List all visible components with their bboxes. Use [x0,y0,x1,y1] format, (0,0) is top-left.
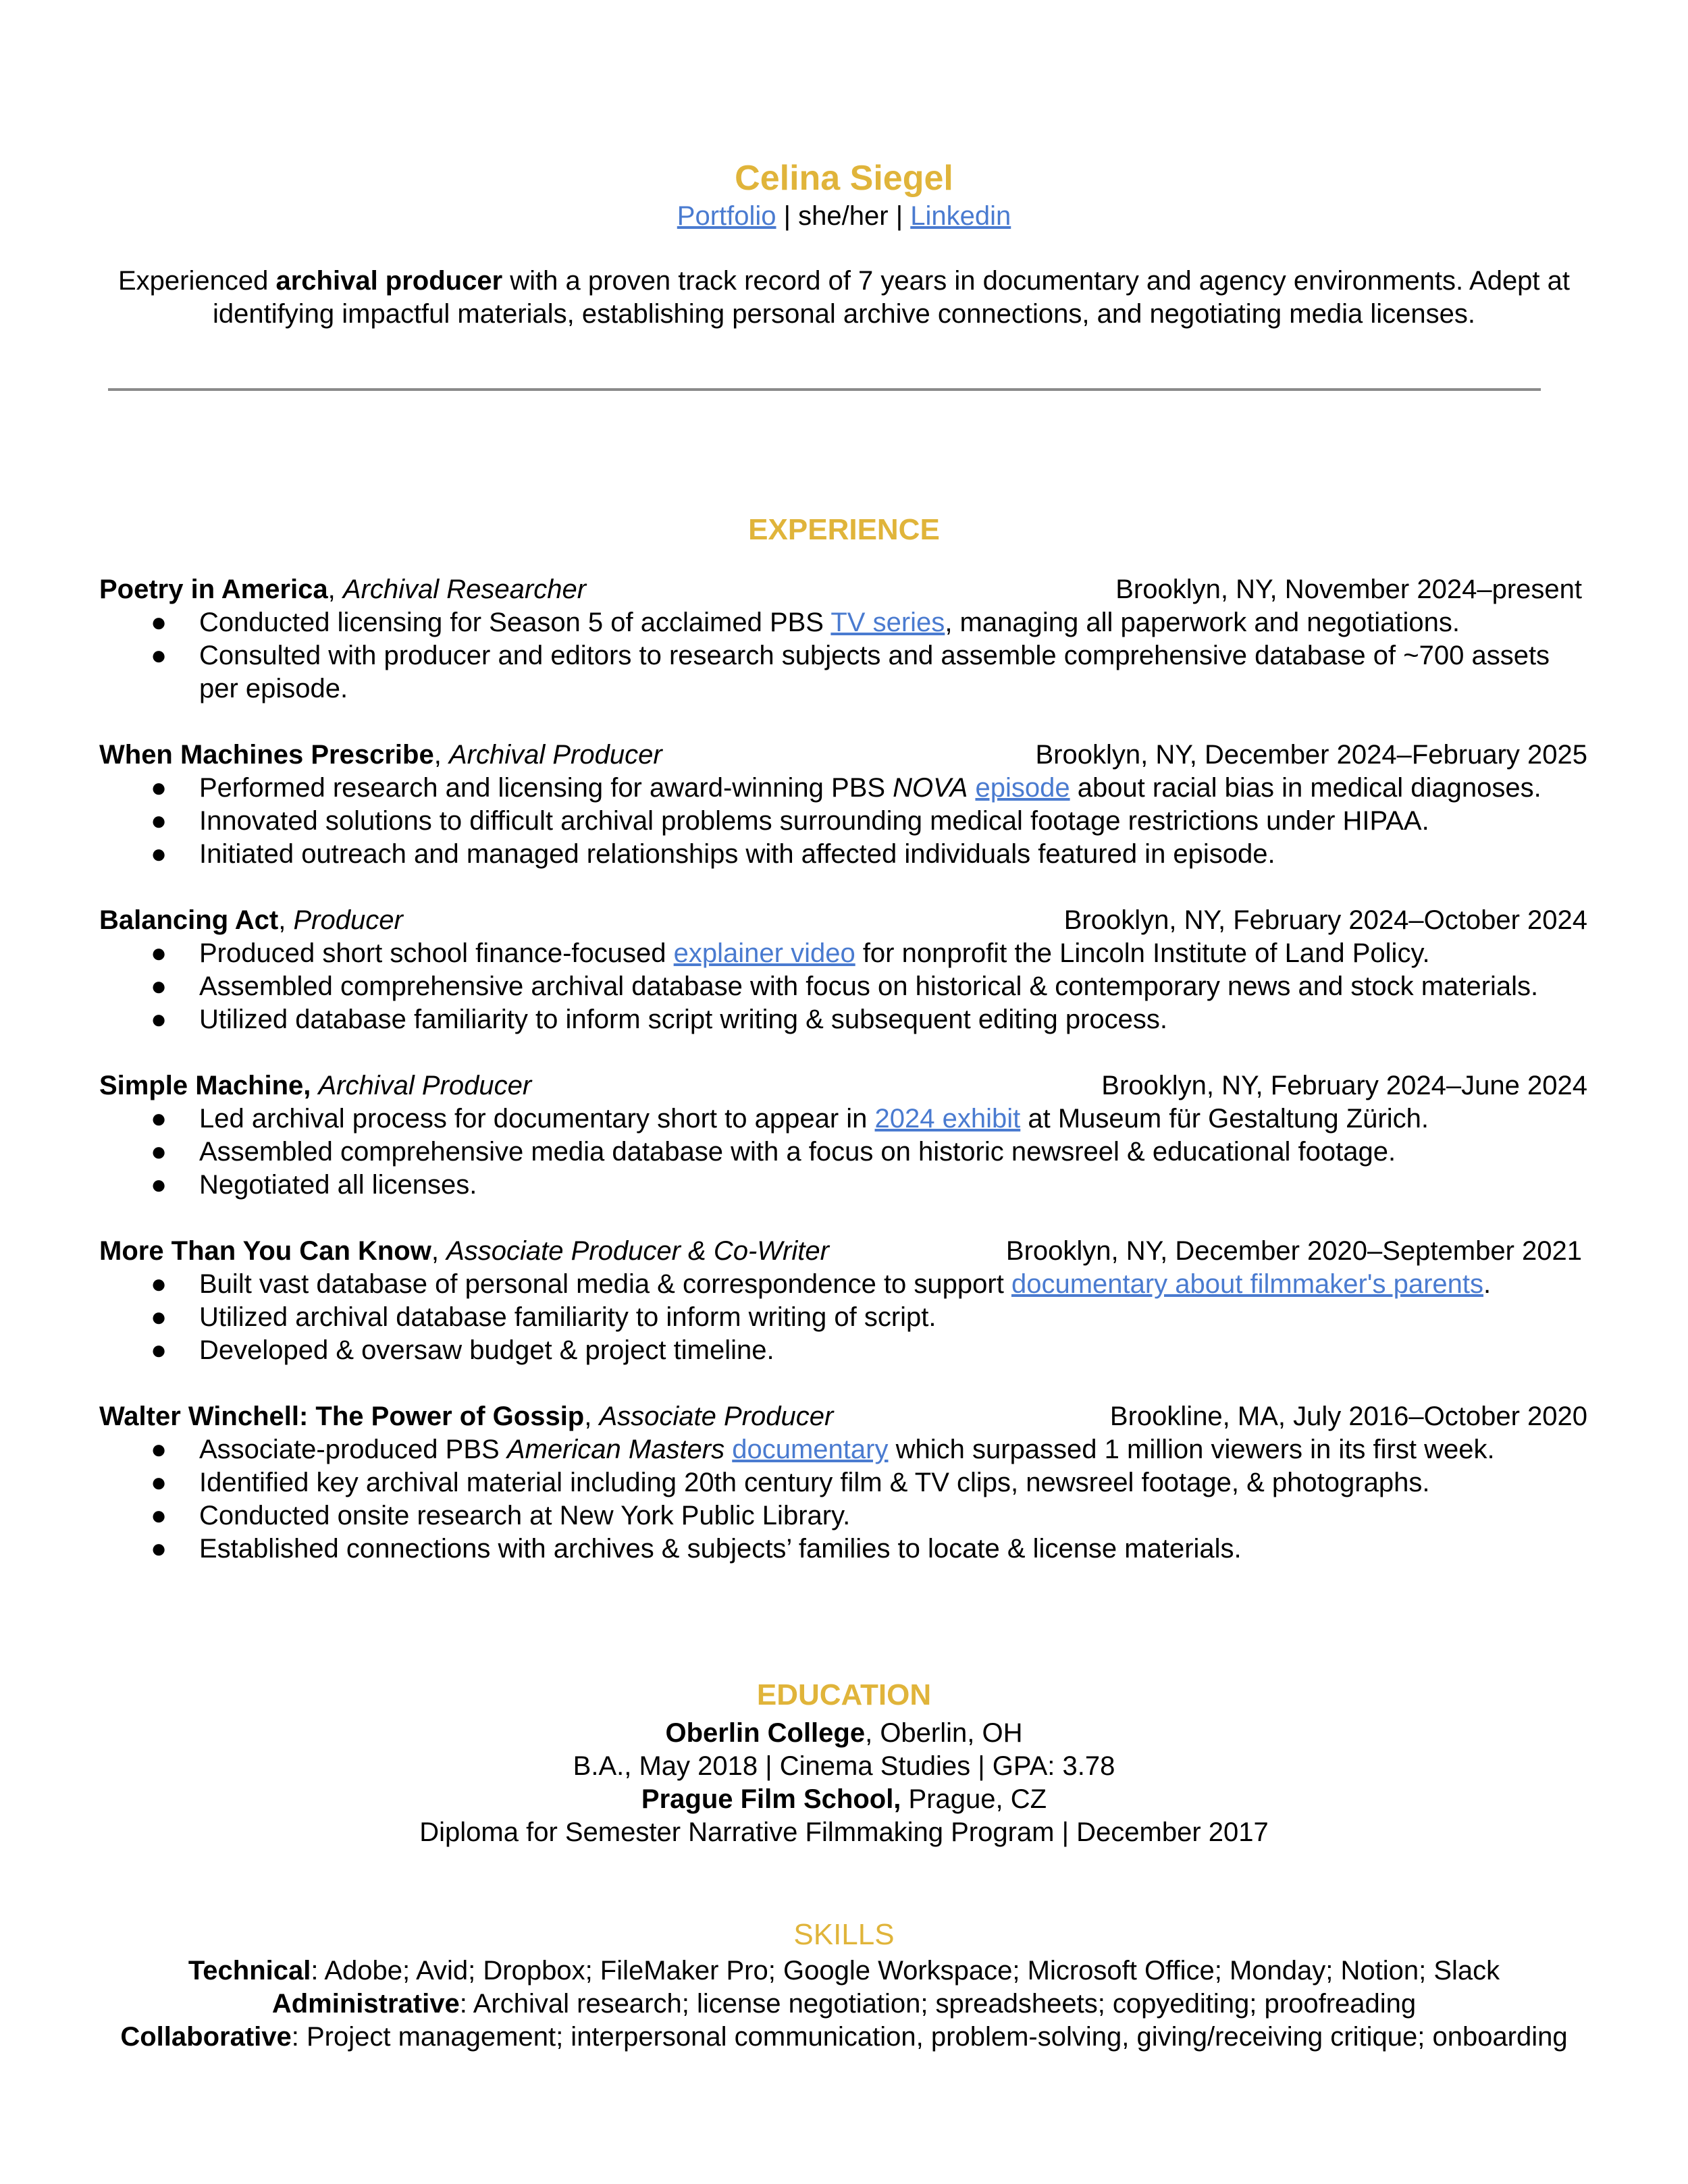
bullet-link[interactable]: documentary about filmmaker's parents [1011,1269,1484,1299]
education-block [0,1717,1688,1849]
job-bullet: ● Conducted licensing for Season 5 of acclaimed PBS TV series, managing all paperwork and negotiations. [99,606,1591,639]
bullet-icon: ● [151,1137,167,1167]
job-bullets [99,1433,1591,1566]
bullet-icon: ● [151,839,167,869]
job-separator: , [431,1236,447,1266]
job-bullet: ● Built vast database of personal media & correspondence to support documentary about filmmaker's parents. [99,1268,1591,1301]
job-role: Archival Researcher [342,575,587,604]
job-location-dates: Brookline, MA, July 2016–October 2020 [1109,1402,1587,1431]
job-organization: When Machines Prescribe [99,740,434,770]
summary: Experienced archival producer with a proven track record of 7 years in documentary and agency environments. Adept at identifying impactful materials, establishing personal archive connections, and negotiating media licenses. [117,266,1571,329]
job-entry [99,739,1591,871]
job-bullet: ● Conducted onsite research at New York Public Library. [99,1499,1591,1533]
job-bullet: ● Identified key archival material including 20th century film & TV clips, newsreel footage, & photographs. [99,1466,1591,1499]
job-separator: , [278,905,294,935]
separator: | [783,201,791,231]
job-organization: Balancing Act [99,905,279,935]
bullet-icon: ● [151,1104,167,1134]
job-header [99,1069,1591,1102]
job-bullet: ● Produced short school finance-focused explainer video for nonprofit the Lincoln Institute of Land Policy. [99,937,1591,970]
bullet-icon: ● [151,641,167,670]
job-role: Archival Producer [448,740,662,770]
job-header [99,573,1591,606]
bullet-icon: ● [151,1170,167,1200]
job-bullets [99,937,1591,1036]
job-bullets [99,1102,1591,1202]
skills-block [0,1954,1688,2054]
job-bullet: ● Assembled comprehensive archival database with focus on historical & contemporary news and stock materials. [99,970,1591,1003]
program-title: NOVA [893,773,968,803]
job-header [99,1400,1591,1433]
job-organization: Simple Machine, [99,1071,311,1100]
school-prague-detail: Diploma for Semester Narrative Filmmaking Program | December 2017 [419,1817,1269,1847]
pronouns: she/her [798,201,889,231]
job-bullets [99,1268,1591,1367]
linkedin-link[interactable]: Linkedin [910,201,1011,231]
job-organization: Walter Winchell: The Power of Gossip [99,1402,585,1431]
job-bullet: ● Assembled comprehensive media database with a focus on historic newsreel & educational footage. [99,1136,1591,1169]
job-entry [99,1069,1591,1202]
school-prague: Prague Film School, Prague, CZ [641,1784,1047,1814]
job-location-dates: Brooklyn, NY, February 2024–June 2024 [1101,1071,1587,1100]
job-location-dates: Brooklyn, NY, December 2020–September 2021 [1005,1236,1582,1266]
skills-heading: SKILLS [793,1918,895,1951]
bullet-icon: ● [151,806,167,836]
candidate-name: Celina Siegel [735,159,953,198]
bullet-link[interactable]: explainer video [673,938,855,968]
job-role: Associate Producer [599,1402,834,1431]
bullet-icon: ● [151,1335,167,1365]
job-location-dates: Brooklyn, NY, February 2024–October 2024 [1063,905,1587,935]
job-header [99,1235,1591,1268]
bullet-icon: ● [151,971,167,1001]
bullet-link[interactable]: documentary [732,1435,889,1464]
job-bullet: ● Established connections with archives & subjects’ families to locate & license materials. [99,1533,1591,1566]
bullet-icon: ● [151,1468,167,1497]
job-role: Associate Producer & Co-Writer [446,1236,829,1266]
education-heading: EDUCATION [756,1678,932,1711]
job-bullet: ● Associate-produced PBS American Masters documentary which surpassed 1 million viewers in its first week. [99,1433,1591,1466]
bullet-link[interactable]: 2024 exhibit [874,1104,1021,1134]
job-entry [99,1400,1591,1566]
bullet-link[interactable]: TV series [830,608,945,637]
contact-line [0,200,1688,233]
bullet-icon: ● [151,1005,167,1034]
skills-technical: Technical: Adobe; Avid; Dropbox; FileMaker Pro; Google Workspace; Microsoft Office; Monday; Notion; Slack [188,1956,1500,1986]
job-bullet: ● Developed & oversaw budget & project timeline. [99,1334,1591,1367]
skills-administrative: Administrative: Archival research; license negotiation; spreadsheets; copyediting; proofreading [271,1989,1417,2019]
job-organization: More Than You Can Know [99,1236,431,1266]
bullet-icon: ● [151,1435,167,1464]
job-entry [99,1235,1591,1367]
job-bullets [99,772,1591,871]
job-bullet: ● Utilized archival database familiarity to inform writing of script. [99,1301,1591,1334]
separator: | [895,201,903,231]
job-entry [99,904,1591,1036]
job-header [99,904,1591,937]
job-bullet: ● Performed research and licensing for award-winning PBS NOVA episode about racial bias in medical diagnoses. [99,772,1591,805]
bullet-icon: ● [151,1501,167,1530]
summary-bold: archival producer [275,266,503,296]
job-bullet: ● Consulted with producer and editors to research subjects and assemble comprehensive database of ~700 assets per episode. [151,641,1550,703]
school-oberlin: Oberlin College, Oberlin, OH [665,1718,1023,1748]
experience-list [99,573,1591,1599]
job-separator [311,1071,318,1100]
experience-heading: EXPERIENCE [748,513,940,546]
job-entry [99,573,1591,705]
bullet-icon: ● [151,1302,167,1332]
bullet-icon: ● [151,1269,167,1299]
bullet-icon: ● [151,608,167,637]
bullet-icon: ● [151,938,167,968]
job-separator: , [327,575,343,604]
job-location-dates: Brooklyn, NY, December 2024–February 2025 [1035,740,1587,770]
job-bullet: ● Initiated outreach and managed relationships with affected individuals featured in episode. [99,838,1591,871]
job-bullet: ● Led archival process for documentary short to appear in 2024 exhibit at Museum für Gestaltung Zürich. [99,1102,1591,1136]
job-separator: , [584,1402,600,1431]
job-role: Producer [293,905,403,935]
job-bullet: ● Utilized database familiarity to inform script writing & subsequent editing process. [99,1003,1591,1036]
job-role: Archival Producer [318,1071,532,1100]
job-separator: , [433,740,449,770]
job-location-dates: Brooklyn, NY, November 2024–present [1115,575,1582,604]
job-bullet: ● Negotiated all licenses. [99,1169,1591,1202]
job-header [99,739,1591,772]
job-organization: Poetry in America [99,575,328,604]
job-bullets [99,606,1591,705]
school-oberlin-detail: B.A., May 2018 | Cinema Studies | GPA: 3.78 [573,1751,1115,1781]
job-bullet: ● Innovated solutions to difficult archival problems surrounding medical footage restrictions under HIPAA. [99,805,1591,838]
program-title: American Masters [506,1435,725,1464]
bullet-icon: ● [151,1534,167,1564]
portfolio-link[interactable]: Portfolio [677,201,776,231]
bullet-icon: ● [151,773,167,803]
skills-collaborative: Collaborative: Project management; interpersonal communication, problem-solving, giving/receiving critique; onboarding [120,2022,1568,2052]
divider [108,388,1541,391]
bullet-link[interactable]: episode [975,773,1070,803]
